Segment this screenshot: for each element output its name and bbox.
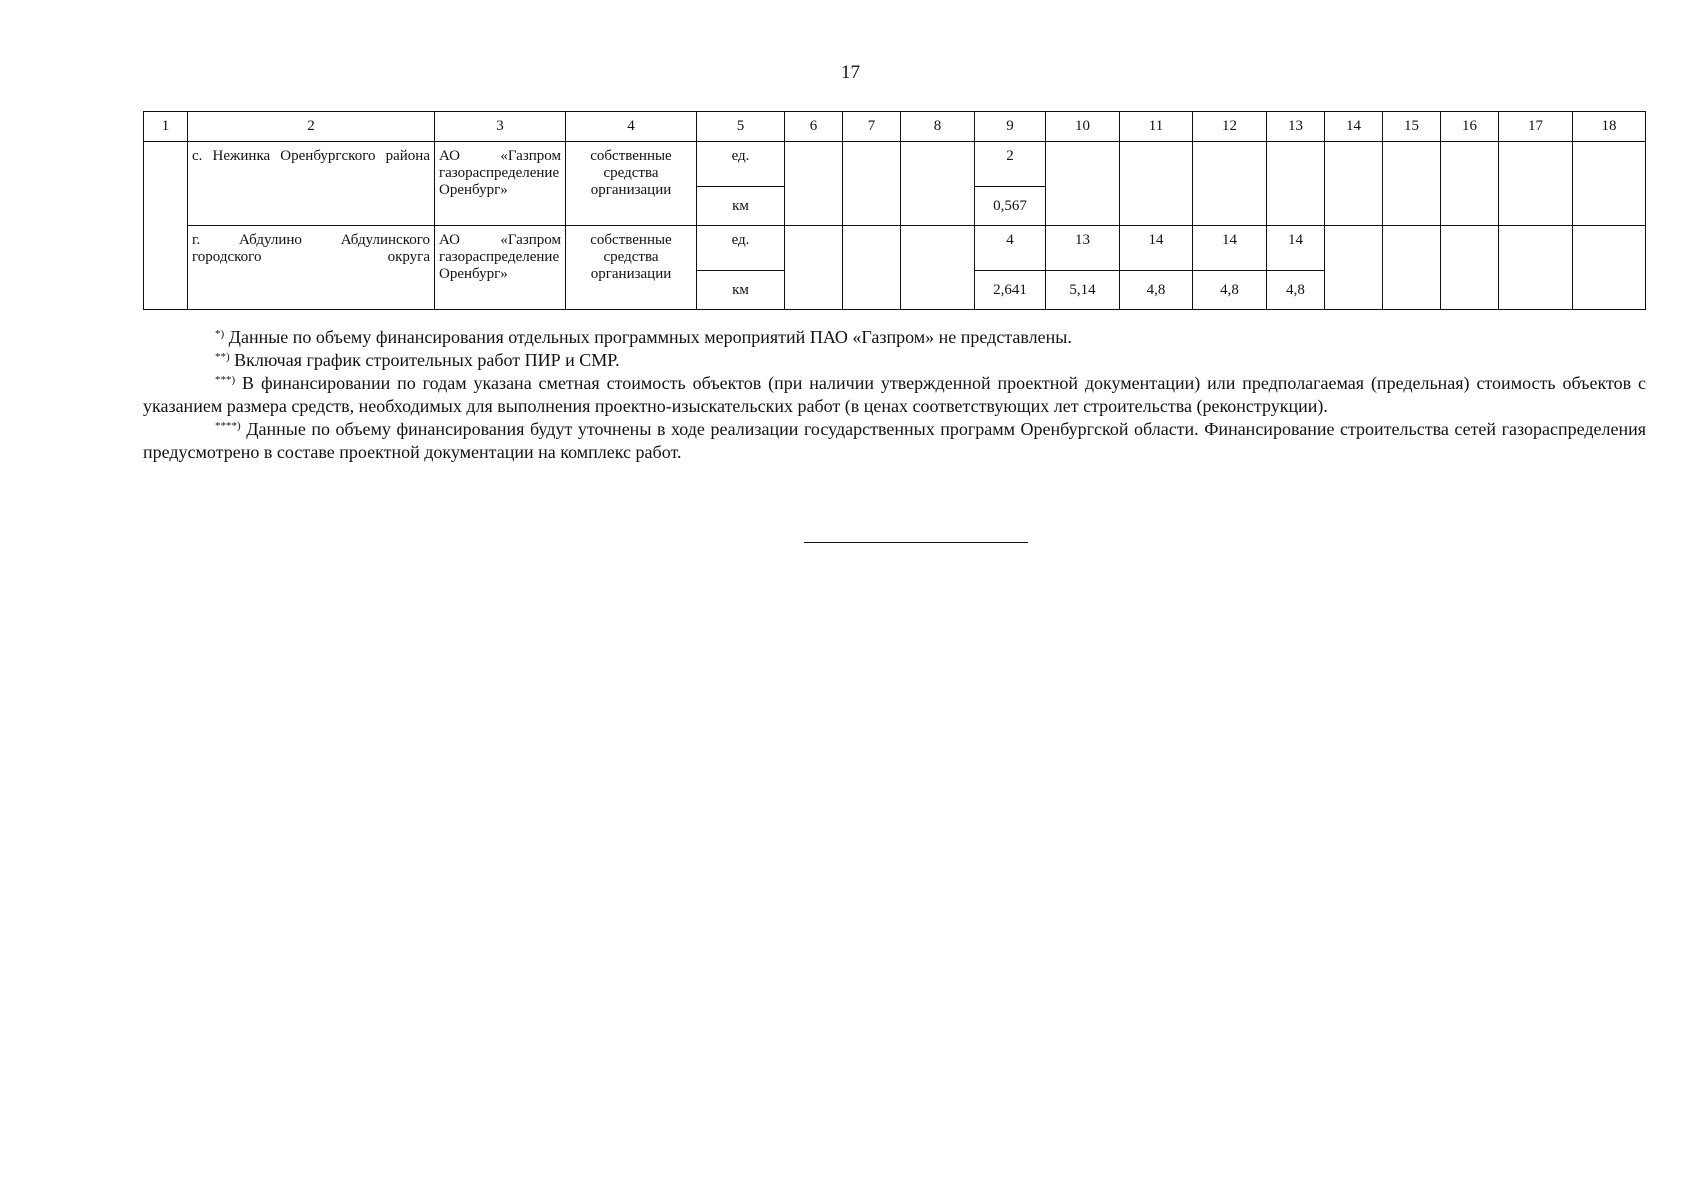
header-cell: 9 bbox=[975, 112, 1046, 142]
value-cell bbox=[1193, 142, 1267, 226]
unit-cell: км bbox=[697, 187, 785, 226]
value-cell: 4,8 bbox=[1120, 271, 1193, 310]
empty-cell bbox=[1573, 226, 1646, 310]
empty-cell bbox=[843, 226, 901, 310]
empty-cell bbox=[843, 142, 901, 226]
header-cell: 16 bbox=[1441, 112, 1499, 142]
header-cell: 13 bbox=[1267, 112, 1325, 142]
value-cell: 4 bbox=[975, 226, 1046, 271]
location-cell: с. Нежинка Оренбургского района bbox=[188, 142, 435, 226]
value-cell bbox=[1120, 142, 1193, 226]
footnote-text: Данные по объему финансирования будут уточнены в ходе реализации государственных программ Оренбургской области. Финансирование строительства сетей газораспределения предусмотрено в составе проектной документации на комплекс работ. bbox=[143, 419, 1646, 462]
header-cell: 17 bbox=[1499, 112, 1573, 142]
value-cell: 2 bbox=[975, 142, 1046, 187]
value-cell: 14 bbox=[1193, 226, 1267, 271]
header-cell: 5 bbox=[697, 112, 785, 142]
value-cell: 4,8 bbox=[1193, 271, 1267, 310]
program-table bbox=[143, 111, 1646, 310]
footnote-mark: ***) bbox=[215, 374, 236, 386]
header-cell: 4 bbox=[566, 112, 697, 142]
header-cell: 2 bbox=[188, 112, 435, 142]
footnote-mark: *) bbox=[215, 328, 225, 340]
header-cell: 10 bbox=[1046, 112, 1120, 142]
header-cell: 15 bbox=[1383, 112, 1441, 142]
footnote-mark: ****) bbox=[215, 420, 241, 432]
header-cell: 1 bbox=[144, 112, 188, 142]
value-cell: 5,14 bbox=[1046, 271, 1120, 310]
empty-cell bbox=[1325, 142, 1383, 226]
empty-cell bbox=[1441, 142, 1499, 226]
executor-cell: АО «Газпром газораспределение Оренбург» bbox=[435, 142, 566, 226]
empty-cell bbox=[1499, 226, 1573, 310]
footnote-text: Включая график строительных работ ПИР и СМР. bbox=[229, 350, 620, 370]
table-row bbox=[144, 226, 1646, 271]
header-cell: 7 bbox=[843, 112, 901, 142]
footnotes bbox=[143, 326, 1646, 464]
footnote bbox=[143, 418, 1646, 464]
footnote-text: В финансировании по годам указана сметная стоимость объектов (при наличии утвержденной проектной документации) или предполагаемая (предельная) стоимость объектов с указанием размера средств, необходимых для выполнения проектно-изыскательских работ (в ценах соответствующих лет строительства (реконструкции). bbox=[143, 373, 1646, 416]
value-cell: 2,641 bbox=[975, 271, 1046, 310]
empty-cell bbox=[1383, 226, 1441, 310]
unit-cell: км bbox=[697, 271, 785, 310]
empty-cell bbox=[785, 142, 843, 226]
table-row bbox=[144, 142, 1646, 187]
header-cell: 14 bbox=[1325, 112, 1383, 142]
value-cell bbox=[1267, 142, 1325, 226]
empty-cell bbox=[785, 226, 843, 310]
empty-cell bbox=[1325, 226, 1383, 310]
header-cell: 6 bbox=[785, 112, 843, 142]
footnote bbox=[143, 326, 1646, 349]
footnote bbox=[143, 372, 1646, 418]
end-divider-line bbox=[804, 542, 1028, 543]
funding-source-cell: собственные средства организации bbox=[566, 142, 697, 226]
header-cell: 12 bbox=[1193, 112, 1267, 142]
empty-cell bbox=[1499, 142, 1573, 226]
page-number: 17 bbox=[841, 62, 860, 83]
header-cell: 18 bbox=[1573, 112, 1646, 142]
value-cell: 4,8 bbox=[1267, 271, 1325, 310]
empty-cell bbox=[901, 226, 975, 310]
row-number-cell bbox=[144, 142, 188, 310]
header-row bbox=[144, 112, 1646, 142]
empty-cell bbox=[1441, 226, 1499, 310]
unit-cell: ед. bbox=[697, 142, 785, 187]
value-cell bbox=[1046, 142, 1120, 226]
value-cell: 0,567 bbox=[975, 187, 1046, 226]
value-cell: 13 bbox=[1046, 226, 1120, 271]
footnote-mark: **) bbox=[215, 351, 230, 363]
header-cell: 3 bbox=[435, 112, 566, 142]
value-cell: 14 bbox=[1120, 226, 1193, 271]
footnote-text: Данные по объему финансирования отдельных программных мероприятий ПАО «Газпром» не представлены. bbox=[224, 327, 1072, 347]
empty-cell bbox=[1573, 142, 1646, 226]
funding-source-cell: собственные средства организации bbox=[566, 226, 697, 310]
unit-cell: ед. bbox=[697, 226, 785, 271]
value-cell: 14 bbox=[1267, 226, 1325, 271]
location-cell: г. Абдулино Абдулинского городского округа bbox=[188, 226, 435, 310]
empty-cell bbox=[901, 142, 975, 226]
executor-cell: АО «Газпром газораспределение Оренбург» bbox=[435, 226, 566, 310]
footnote bbox=[143, 349, 1646, 372]
empty-cell bbox=[1383, 142, 1441, 226]
header-cell: 11 bbox=[1120, 112, 1193, 142]
header-cell: 8 bbox=[901, 112, 975, 142]
